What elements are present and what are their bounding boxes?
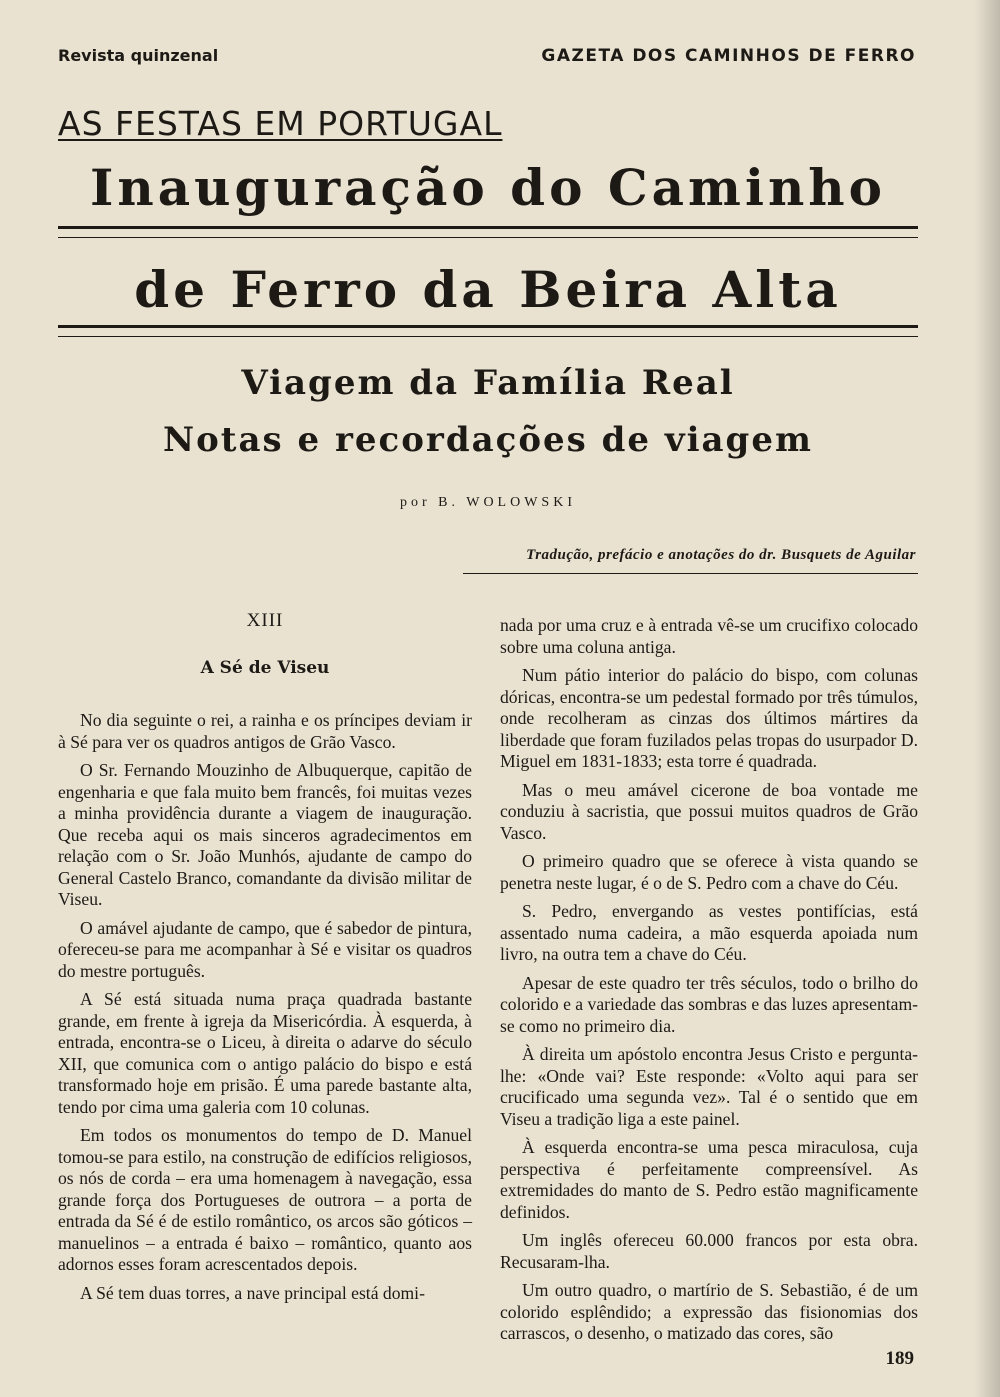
page-number: 189 bbox=[885, 1348, 914, 1369]
article-title-line-2: de Ferro da Beira Alta bbox=[134, 260, 842, 319]
header-periodicity: Revista quinzenal bbox=[58, 46, 219, 65]
paragraph: No dia seguinte o rei, a rainha e os príncipes deviam ir à Sé para ver os quadros antigos de Grão Vasco. bbox=[58, 710, 472, 752]
translation-credit: Tradução, prefácio e anotações do dr. Busquets de Aguilar bbox=[526, 547, 916, 563]
paragraph: Um inglês ofereceu 60.000 francos por esta obra. Recusaram-lha. bbox=[500, 1230, 918, 1272]
section-title: A Sé de Viseu bbox=[200, 658, 330, 678]
paragraph: Mas o meu amável cicerone de boa vontade me conduziu à sacristia, que possui muitos quadros de Grão Vasco. bbox=[500, 779, 918, 843]
paragraph: A Sé está situada numa praça quadrada bastante grande, em frente à igreja da Misericórdia. À esquerda, à entrada, encontra-se o Liceu, à direita o adarve do século XII, que comunica com o antigo palácio do bispo e está transformado hoje em prisão. É uma parede bastante alta, tendo por cima uma galeria com 10 colunas. bbox=[58, 989, 472, 1117]
paragraph: Apesar de este quadro ter três séculos, todo o brilho do colorido e a variedade das sombras e das luzes apresentam-se como no primeiro dia. bbox=[500, 972, 918, 1036]
title-rule-1 bbox=[58, 226, 918, 238]
title-rule-2 bbox=[58, 325, 918, 337]
text-column-right bbox=[500, 615, 918, 1352]
header-publication-name: GAZETA DOS CAMINHOS DE FERRO bbox=[541, 46, 916, 66]
paragraph: O primeiro quadro que se oferece à vista quando se penetra neste lugar, é o de S. Pedro com a chave do Céu. bbox=[500, 851, 918, 893]
section-number: XIII bbox=[246, 610, 284, 631]
paragraph: S. Pedro, envergando as vestes pontifícias, está assentado numa cadeira, a mão esquerda apoiada num livro, na outra tem a chave do Céu. bbox=[500, 901, 918, 964]
article-kicker: AS FESTAS EM PORTUGAL bbox=[58, 104, 503, 143]
article-title-line-1: Inauguração do Caminho bbox=[89, 158, 886, 217]
paragraph: À esquerda encontra-se uma pesca miraculosa, cuja perspectiva é perfeitamente compreensível. As extremidades do manto de S. Pedro estão magnificamente definidos. bbox=[500, 1137, 918, 1222]
article-subtitle-line-1: Viagem da Família Real bbox=[241, 363, 735, 403]
paragraph: Em todos os monumentos do tempo de D. Manuel tomou-se para estilo, na construção de edifícios religiosos, os nós de corda – era uma homenagem à navegação, essa grande força dos Portugueses de outrora – a porta de entrada da Sé é de estilo romântico, os arcos são góticos – manuelinos – a entrada é baixo – romântico, quanto aos adornos esses foram acrescentados depois. bbox=[58, 1125, 472, 1274]
paragraph: Um outro quadro, o martírio de S. Sebastião, é de um colorido esplêndido; a expressão das fisionomias dos carrascos, o desenho, o matizado das cores, são bbox=[500, 1280, 918, 1343]
paragraph: A Sé tem duas torres, a nave principal está domi- bbox=[80, 1282, 425, 1303]
paragraph: Num pátio interior do palácio do bispo, com colunas dóricas, encontra-se um pedestal formado por três túmulos, onde recolheram as cinzas dos últimos mártires da liberdade que foram fuzilados pelas tropas do usurpador D. Miguel em 1831-1833; esta torre é quadrada. bbox=[500, 665, 918, 771]
article-byline: por B. WOLOWSKI bbox=[399, 495, 576, 510]
paragraph: O Sr. Fernando Mouzinho de Albuquerque, capitão de engenharia e que fala muito bem francês, foi muitas vezes a minha providência durante a viagem de inauguração. Que receba aqui os mais sinceros agradecimentos em relação com o Sr. João Munhós, ajudante de campo do General Castelo Branco, comandante da divisão militar de Viseu. bbox=[58, 760, 472, 909]
text-column-left bbox=[58, 710, 472, 1311]
paragraph: À direita um apóstolo encontra Jesus Cristo e pergunta-lhe: «Onde vai? Este responde: «Volto aqui para ser crucificado uma segunda vez». Tal é o sentido que em Viseu a tradição liga a este painel. bbox=[500, 1044, 918, 1129]
paragraph-continuation: nada por uma cruz e à entrada vê-se um crucifixo colocado sobre uma coluna antiga. bbox=[500, 615, 918, 657]
credit-divider bbox=[463, 573, 918, 574]
article-subtitle-line-2: Notas e recordações de viagem bbox=[163, 420, 813, 460]
page-edge-shadow bbox=[974, 0, 1000, 1397]
paragraph: O amável ajudante de campo, que é sabedor de pintura, ofereceu-se para me acompanhar à Sé e visitar os quadros do mestre português. bbox=[58, 917, 472, 981]
